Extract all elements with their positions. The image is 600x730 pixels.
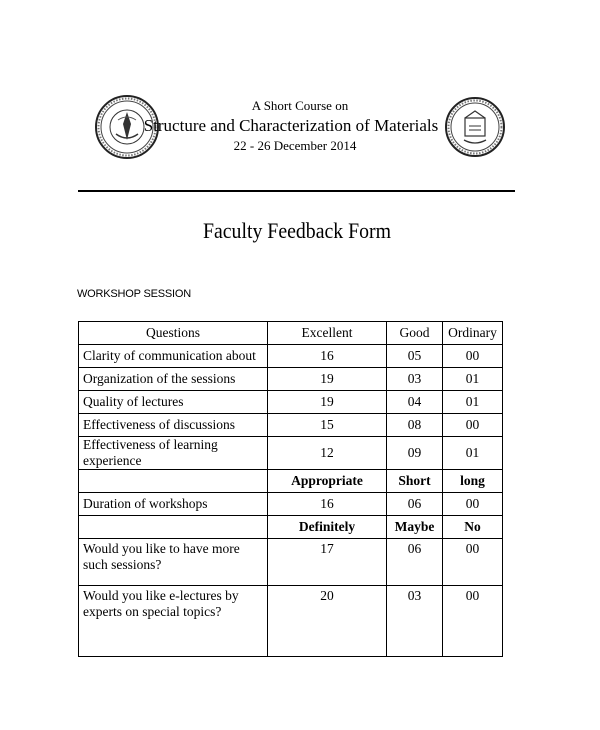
table-row bbox=[79, 586, 503, 657]
table-row bbox=[79, 368, 503, 391]
question-cell: Organization of the sessions bbox=[79, 368, 268, 391]
question-cell: Clarity of communication about bbox=[79, 345, 268, 368]
yesno-header-row bbox=[79, 516, 503, 539]
value-cell: 06 bbox=[387, 493, 443, 516]
value-cell: 03 bbox=[387, 586, 443, 657]
duration-header-row bbox=[79, 470, 503, 493]
value-cell: 06 bbox=[387, 539, 443, 586]
course-intro: A Short Course on bbox=[251, 98, 349, 113]
course-dates: 22 - 26 December 2014 bbox=[233, 138, 357, 153]
form-title: Faculty Feedback Form bbox=[202, 218, 392, 243]
value-cell: 17 bbox=[268, 539, 387, 586]
question-cell: Effectiveness of learning experience bbox=[79, 437, 268, 470]
table-header-cell: Questions bbox=[79, 322, 268, 345]
table-row bbox=[79, 539, 503, 586]
value-cell: 03 bbox=[387, 368, 443, 391]
option-header-cell: No bbox=[443, 516, 503, 539]
value-cell: 01 bbox=[443, 391, 503, 414]
value-cell: 00 bbox=[443, 493, 503, 516]
feedback-table bbox=[78, 321, 503, 657]
table-header-cell: Good bbox=[387, 322, 443, 345]
value-cell: 15 bbox=[268, 414, 387, 437]
table-row bbox=[79, 345, 503, 368]
question-cell: Duration of workshops bbox=[79, 493, 268, 516]
option-header-cell: Appropriate bbox=[268, 470, 387, 493]
value-cell: 16 bbox=[268, 345, 387, 368]
course-title: Structure and Characterization of Materials bbox=[143, 116, 439, 135]
section-label: WORKSHOP SESSION bbox=[77, 288, 191, 300]
question-cell: Would you like e-lectures by experts on special topics? bbox=[79, 586, 268, 657]
table-header-row bbox=[79, 322, 503, 345]
table-row bbox=[79, 493, 503, 516]
value-cell: 00 bbox=[443, 345, 503, 368]
option-header-cell: Maybe bbox=[387, 516, 443, 539]
value-cell: 00 bbox=[443, 414, 503, 437]
value-cell: 04 bbox=[387, 391, 443, 414]
value-cell: 19 bbox=[268, 368, 387, 391]
value-cell: 01 bbox=[443, 368, 503, 391]
value-cell: 00 bbox=[443, 586, 503, 657]
table-header-cell: Ordinary bbox=[443, 322, 503, 345]
value-cell: 05 bbox=[387, 345, 443, 368]
question-cell: Quality of lectures bbox=[79, 391, 268, 414]
value-cell: 09 bbox=[387, 437, 443, 470]
value-cell: 19 bbox=[268, 391, 387, 414]
value-cell: 16 bbox=[268, 493, 387, 516]
header-divider bbox=[78, 190, 515, 192]
table-row bbox=[79, 437, 503, 470]
option-header-cell: long bbox=[443, 470, 503, 493]
table-row bbox=[79, 414, 503, 437]
value-cell: 08 bbox=[387, 414, 443, 437]
value-cell: 01 bbox=[443, 437, 503, 470]
table-row bbox=[79, 391, 503, 414]
value-cell: 20 bbox=[268, 586, 387, 657]
empty-cell bbox=[79, 470, 268, 493]
value-cell: 12 bbox=[268, 437, 387, 470]
option-header-cell: Definitely bbox=[268, 516, 387, 539]
table-header-cell: Excellent bbox=[268, 322, 387, 345]
option-header-cell: Short bbox=[387, 470, 443, 493]
question-cell: Effectiveness of discussions bbox=[79, 414, 268, 437]
value-cell: 00 bbox=[443, 539, 503, 586]
empty-cell bbox=[79, 516, 268, 539]
question-cell: Would you like to have more such sessions? bbox=[79, 539, 268, 586]
